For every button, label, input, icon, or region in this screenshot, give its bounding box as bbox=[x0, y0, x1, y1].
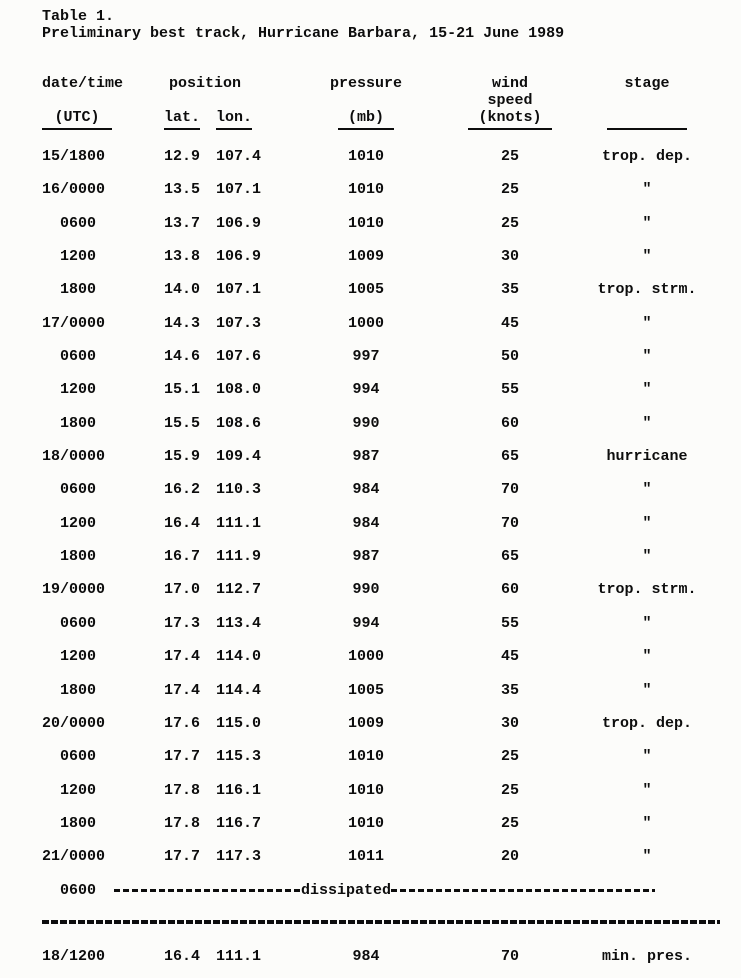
cell-stage: hurricane bbox=[606, 448, 688, 466]
cell-wind: 25 bbox=[500, 181, 519, 199]
cell-stage: trop. dep. bbox=[601, 148, 692, 165]
cell-datetime: 1200 bbox=[42, 248, 97, 266]
table-row bbox=[42, 348, 741, 381]
col-header-datetime: date/time bbox=[42, 75, 124, 92]
cell-stage: trop. dep. bbox=[601, 714, 692, 732]
cell-pressure: 984 bbox=[352, 947, 380, 965]
cell-lat: 15.1 bbox=[163, 381, 200, 399]
cell-pressure: 1011 bbox=[347, 848, 384, 866]
cell-pressure: 994 bbox=[352, 614, 380, 632]
cell-lat: 17.4 bbox=[163, 648, 200, 666]
cell-pressure: 1010 bbox=[347, 781, 384, 799]
cell-stage: min. pres. bbox=[601, 947, 692, 965]
cell-stage: " bbox=[642, 614, 652, 632]
cell-lon: 111.9 bbox=[216, 548, 262, 566]
cell-lat: 17.0 bbox=[163, 581, 200, 599]
col-subheader-lon: lon. bbox=[214, 109, 264, 130]
cell-datetime: 0600 bbox=[42, 614, 97, 632]
cell-stage: " bbox=[642, 481, 652, 499]
col-subheader-utc: (UTC) bbox=[42, 109, 130, 130]
cell-stage: " bbox=[642, 381, 652, 399]
cell-lat: 15.5 bbox=[163, 414, 200, 432]
cell-lon: 112.7 bbox=[216, 581, 262, 599]
col-subheader-knots: (knots) bbox=[468, 109, 552, 130]
col-header-stage: stage bbox=[624, 75, 670, 92]
cell-lon: 113.4 bbox=[216, 614, 262, 632]
cell-lon: 107.6 bbox=[216, 348, 262, 366]
cell-lon: 106.9 bbox=[216, 214, 262, 232]
cell-datetime: 1800 bbox=[42, 281, 97, 299]
cell-datetime: 21/0000 bbox=[42, 848, 106, 866]
table-row bbox=[42, 315, 741, 348]
cell-pressure: 1010 bbox=[347, 748, 384, 766]
cell-wind: 20 bbox=[500, 848, 519, 866]
col-header-pressure: pressure bbox=[329, 75, 402, 92]
cell-datetime: 1800 bbox=[42, 414, 97, 432]
cell-pressure: 990 bbox=[352, 414, 380, 432]
cell-lat: 17.4 bbox=[163, 681, 200, 699]
cell-lon: 115.3 bbox=[216, 748, 262, 766]
cell-stage: " bbox=[642, 414, 652, 432]
cell-wind: 25 bbox=[500, 148, 519, 165]
cell-stage: " bbox=[642, 314, 652, 332]
cell-lon: 107.4 bbox=[216, 148, 262, 165]
cell-lat: 14.3 bbox=[163, 314, 200, 332]
cell-lat: 17.8 bbox=[163, 781, 200, 799]
table-row bbox=[42, 181, 741, 214]
cell-pressure: 990 bbox=[352, 581, 380, 599]
cell-pressure: 1009 bbox=[347, 714, 384, 732]
cell-pressure: 1010 bbox=[347, 814, 384, 832]
dash-line bbox=[114, 889, 301, 892]
cell-datetime: 1800 bbox=[42, 814, 97, 832]
cell-stage: " bbox=[642, 648, 652, 666]
cell-datetime: 1200 bbox=[42, 381, 97, 399]
cell-lat: 13.5 bbox=[163, 181, 200, 199]
cell-lat: 13.7 bbox=[163, 214, 200, 232]
cell-datetime: 1200 bbox=[42, 648, 97, 666]
cell-stage: " bbox=[642, 514, 652, 532]
cell-lat: 16.4 bbox=[163, 947, 200, 965]
cell-lat: 17.7 bbox=[163, 748, 200, 766]
cell-lat: 16.2 bbox=[163, 481, 200, 499]
cell-lat: 12.9 bbox=[163, 148, 200, 165]
cell-pressure: 987 bbox=[352, 448, 380, 466]
cell-wind: 25 bbox=[500, 814, 519, 832]
cell-lat: 16.4 bbox=[163, 514, 200, 532]
stage-underline bbox=[607, 109, 687, 130]
cell-lon: 116.7 bbox=[216, 814, 262, 832]
cell-stage: trop. strm. bbox=[597, 581, 697, 599]
table-separator bbox=[42, 920, 720, 924]
cell-lon: 107.1 bbox=[216, 181, 262, 199]
cell-stage: trop. strm. bbox=[597, 281, 697, 299]
summary-row bbox=[42, 948, 741, 965]
table-header bbox=[42, 75, 741, 130]
table-row bbox=[42, 381, 741, 414]
cell-wind: 30 bbox=[500, 248, 519, 266]
cell-lat: 17.6 bbox=[163, 714, 200, 732]
table-row bbox=[42, 648, 741, 681]
cell-wind: 70 bbox=[500, 481, 519, 499]
table-row bbox=[42, 548, 741, 581]
cell-lon: 106.9 bbox=[216, 248, 262, 266]
cell-wind: 70 bbox=[500, 514, 519, 532]
table-row bbox=[42, 415, 741, 448]
cell-wind: 55 bbox=[500, 614, 519, 632]
cell-pressure: 1000 bbox=[347, 314, 384, 332]
cell-lon: 117.3 bbox=[216, 848, 262, 866]
dissipated-label: dissipated bbox=[301, 881, 392, 899]
table-row bbox=[42, 248, 741, 281]
cell-lon: 110.3 bbox=[216, 481, 262, 499]
table-caption: Preliminary best track, Hurricane Barbara, 15-21 June 1989 bbox=[42, 25, 565, 42]
cell-wind: 45 bbox=[500, 648, 519, 666]
cell-datetime: 1200 bbox=[42, 514, 97, 532]
cell-lat: 15.9 bbox=[163, 448, 200, 466]
cell-lat: 17.8 bbox=[163, 814, 200, 832]
cell-wind: 60 bbox=[500, 414, 519, 432]
cell-lat: 17.3 bbox=[163, 614, 200, 632]
table-row bbox=[42, 281, 741, 314]
cell-datetime: 0600 bbox=[42, 881, 97, 899]
cell-pressure: 1005 bbox=[347, 681, 384, 699]
cell-wind: 60 bbox=[500, 581, 519, 599]
cell-lon: 115.0 bbox=[216, 714, 262, 732]
cell-pressure: 1005 bbox=[347, 281, 384, 299]
dissipated-row bbox=[42, 882, 655, 915]
cell-datetime: 17/0000 bbox=[42, 314, 106, 332]
cell-pressure: 994 bbox=[352, 381, 380, 399]
header-row-2 bbox=[42, 109, 741, 130]
cell-lon: 111.1 bbox=[216, 514, 262, 532]
table-title-block bbox=[42, 8, 741, 42]
cell-pressure: 1010 bbox=[347, 148, 384, 165]
cell-pressure: 984 bbox=[352, 481, 380, 499]
table-body bbox=[42, 148, 741, 882]
cell-wind: 65 bbox=[500, 448, 519, 466]
cell-wind: 25 bbox=[500, 781, 519, 799]
dash-line bbox=[391, 889, 655, 892]
cell-datetime: 0600 bbox=[42, 748, 97, 766]
table-row bbox=[42, 148, 741, 181]
cell-lon: 108.6 bbox=[216, 414, 262, 432]
cell-datetime: 19/0000 bbox=[42, 581, 106, 599]
table-row bbox=[42, 581, 741, 614]
cell-lon: 109.4 bbox=[216, 448, 262, 466]
cell-wind: 70 bbox=[500, 947, 519, 965]
table-row bbox=[42, 748, 741, 781]
cell-pressure: 1009 bbox=[347, 248, 384, 266]
cell-stage: " bbox=[642, 548, 652, 566]
header-row-1 bbox=[42, 75, 741, 109]
col-subheader-lat: lat. bbox=[130, 109, 214, 130]
cell-lat: 14.0 bbox=[163, 281, 200, 299]
cell-datetime: 1800 bbox=[42, 548, 97, 566]
col-subheader-mb: (mb) bbox=[264, 109, 468, 130]
table-row bbox=[42, 448, 741, 481]
cell-stage: " bbox=[642, 681, 652, 699]
cell-pressure: 1010 bbox=[347, 214, 384, 232]
cell-pressure: 1010 bbox=[347, 181, 384, 199]
cell-stage: " bbox=[642, 781, 652, 799]
cell-wind: 45 bbox=[500, 314, 519, 332]
cell-lon: 107.1 bbox=[216, 281, 262, 299]
cell-lon: 114.4 bbox=[216, 681, 262, 699]
table-row bbox=[42, 682, 741, 715]
table-row bbox=[42, 782, 741, 815]
cell-datetime: 18/0000 bbox=[42, 448, 106, 466]
cell-lon: 107.3 bbox=[216, 314, 262, 332]
cell-datetime: 0600 bbox=[42, 481, 97, 499]
cell-lat: 13.8 bbox=[163, 248, 200, 266]
cell-datetime: 1200 bbox=[42, 781, 97, 799]
table-row bbox=[42, 815, 741, 848]
table-row bbox=[42, 615, 741, 648]
cell-stage: " bbox=[642, 348, 652, 366]
cell-datetime: 0600 bbox=[42, 214, 97, 232]
table-row bbox=[42, 481, 741, 514]
cell-wind: 35 bbox=[500, 681, 519, 699]
cell-pressure: 997 bbox=[352, 348, 380, 366]
cell-stage: " bbox=[642, 748, 652, 766]
cell-pressure: 984 bbox=[352, 514, 380, 532]
cell-datetime: 15/1800 bbox=[42, 148, 106, 165]
cell-datetime: 1800 bbox=[42, 681, 97, 699]
cell-stage: " bbox=[642, 248, 652, 266]
cell-datetime: 16/0000 bbox=[42, 181, 106, 199]
table-row bbox=[42, 848, 741, 881]
cell-wind: 25 bbox=[500, 214, 519, 232]
cell-stage: " bbox=[642, 181, 652, 199]
cell-pressure: 987 bbox=[352, 548, 380, 566]
cell-datetime: 18/1200 bbox=[42, 947, 106, 965]
cell-lon: 116.1 bbox=[216, 781, 262, 799]
table-row bbox=[42, 515, 741, 548]
col-header-position: position bbox=[168, 75, 241, 92]
cell-datetime: 0600 bbox=[42, 348, 97, 366]
cell-wind: 55 bbox=[500, 381, 519, 399]
table-number: Table 1. bbox=[42, 8, 115, 25]
cell-wind: 25 bbox=[500, 748, 519, 766]
table-row bbox=[42, 715, 741, 748]
cell-lat: 17.7 bbox=[163, 848, 200, 866]
cell-wind: 35 bbox=[500, 281, 519, 299]
cell-stage: " bbox=[642, 848, 652, 866]
table-row bbox=[42, 215, 741, 248]
cell-lon: 114.0 bbox=[216, 648, 262, 666]
cell-lat: 16.7 bbox=[163, 548, 200, 566]
cell-wind: 65 bbox=[500, 548, 519, 566]
cell-datetime: 20/0000 bbox=[42, 714, 106, 732]
cell-stage: " bbox=[642, 814, 652, 832]
col-subheader-stage-underline bbox=[552, 109, 741, 130]
cell-pressure: 1000 bbox=[347, 648, 384, 666]
cell-wind: 30 bbox=[500, 714, 519, 732]
cell-lon: 111.1 bbox=[216, 947, 262, 965]
cell-lat: 14.6 bbox=[163, 348, 200, 366]
cell-wind: 50 bbox=[500, 348, 519, 366]
col-header-windspeed: wind speed bbox=[487, 75, 533, 109]
cell-stage: " bbox=[642, 214, 652, 232]
cell-lon: 108.0 bbox=[216, 381, 262, 399]
